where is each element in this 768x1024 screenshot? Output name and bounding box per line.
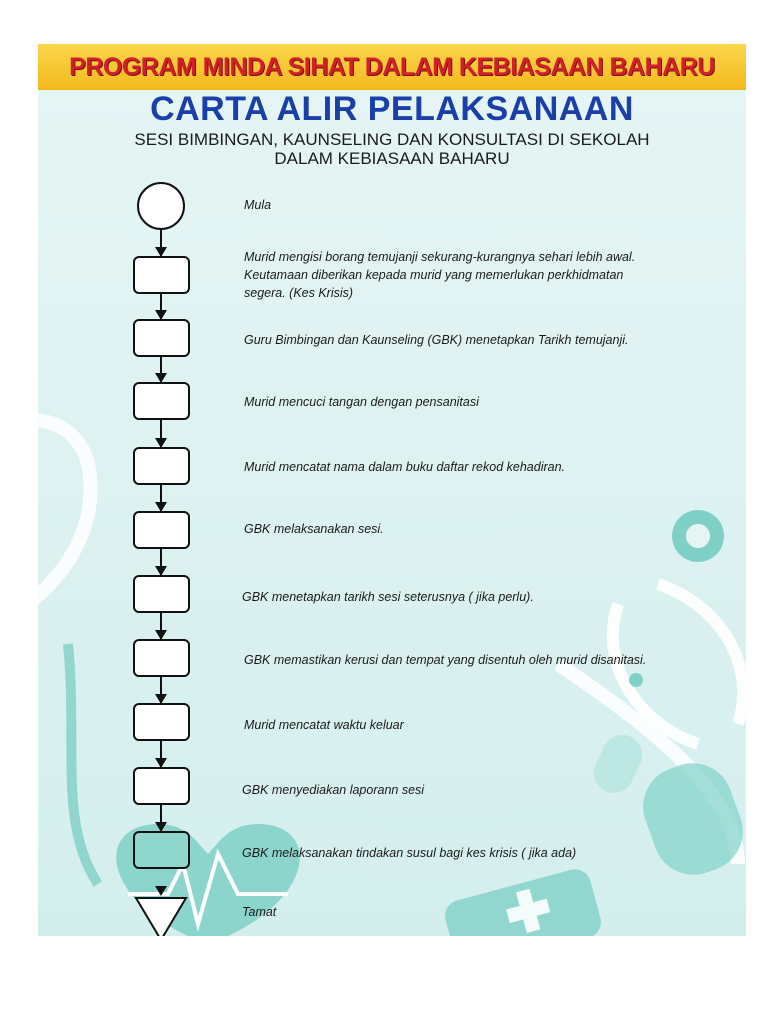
flow-step-box — [134, 704, 189, 740]
flow-start-circle — [138, 183, 184, 229]
flow-step-label-6: GBK menetapkan tarikh sesi seterusnya ( jika perlu). — [242, 590, 534, 604]
subtitle-line-1: SESI BIMBINGAN, KAUNSELING DAN KONSULTASI DI SEKOLAH — [134, 130, 650, 149]
flow-step-label-9: GBK menyediakan laporann sesi — [242, 783, 425, 797]
flow-step-box — [134, 640, 189, 676]
flow-step-label-5: GBK melaksanakan sesi. — [244, 522, 384, 536]
flow-step-box — [134, 768, 189, 804]
flow-step-box — [134, 383, 189, 419]
flow-end-label: Tamat — [242, 905, 277, 919]
flow-end-triangle — [136, 898, 186, 936]
flow-step-box — [134, 448, 189, 484]
flow-step-box — [134, 257, 189, 293]
flow-step-box — [134, 576, 189, 612]
flow-step-label-1: Murid mengisi borang temujanji sekurang-kurangnya sehari lebih awal. Keutamaan diberikan kepada murid yang memerlukan perkhidmatan segera. (Kes Krisis) — [244, 250, 636, 300]
flow-step-label-7: GBK memastikan kerusi dan tempat yang disentuh oleh murid disanitasi. — [244, 653, 647, 667]
flow-step-label-3: Murid mencuci tangan dengan pensanitasi — [244, 395, 479, 409]
flow-step-box — [134, 512, 189, 548]
banner-title: PROGRAM MINDA SIHAT DALAM KEBIASAAN BAHARU — [69, 52, 715, 81]
flowchart — [38, 44, 746, 936]
page-title: CARTA ALIR PELAKSANAAN — [150, 90, 634, 128]
flow-start-label: Mula — [244, 198, 272, 212]
poster — [38, 44, 746, 936]
flow-step-label-8: Murid mencatat waktu keluar — [244, 718, 404, 732]
flow-step-box — [134, 832, 189, 868]
flow-step-label-4: Murid mencatat nama dalam buku daftar rekod kehadiran. — [244, 460, 566, 474]
flow-step-box — [134, 320, 189, 356]
flow-step-label-2: Guru Bimbingan dan Kaunseling (GBK) menetapkan Tarikh temujanji. — [244, 333, 629, 347]
subtitle-line-2: DALAM KEBIASAAN BAHARU — [274, 149, 510, 168]
flow-step-label-10: GBK melaksanakan tindakan susul bagi kes krisis ( jika ada) — [242, 846, 577, 860]
